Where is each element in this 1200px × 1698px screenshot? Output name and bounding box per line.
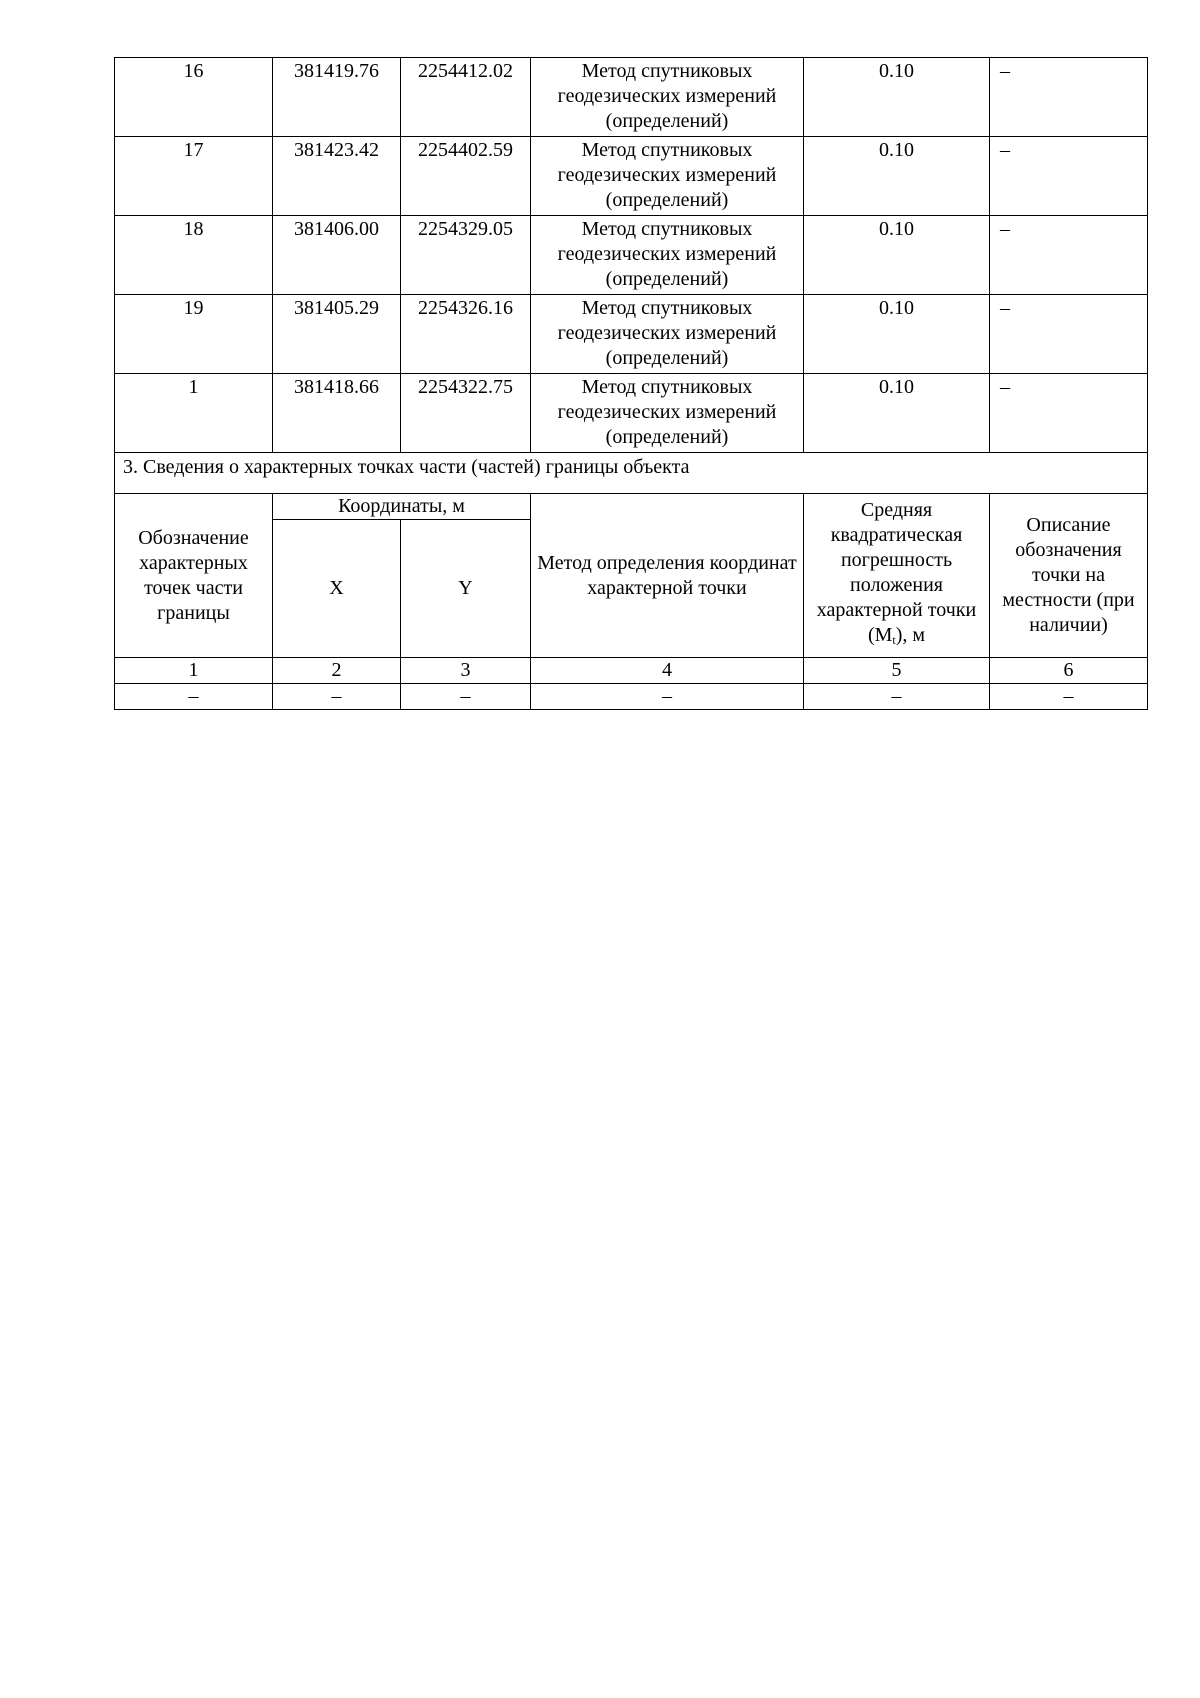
x-coordinate-cell: 381423.42: [273, 137, 401, 216]
empty-data-row: [115, 684, 1148, 710]
y-coordinate-cell: 2254402.59: [401, 137, 531, 216]
empty-cell: –: [115, 684, 273, 710]
y-coordinate-cell: 2254329.05: [401, 216, 531, 295]
empty-cell: –: [990, 684, 1148, 710]
accuracy-cell: 0.10: [804, 137, 990, 216]
accuracy-cell: 0.10: [804, 374, 990, 453]
method-cell: Метод спутниковых геодезических измерений (определений): [531, 216, 804, 295]
empty-cell: –: [804, 684, 990, 710]
method-cell: Метод спутниковых геодезических измерений (определений): [531, 374, 804, 453]
point-number-cell: 1: [115, 374, 273, 453]
point-number-cell: 18: [115, 216, 273, 295]
section-3-title: 3. Сведения о характерных точках части (частей) границы объекта: [115, 453, 1148, 494]
description-cell: –: [990, 216, 1148, 295]
table-row: [115, 137, 1148, 216]
x-coordinate-cell: 381419.76: [273, 58, 401, 137]
method-cell: Метод спутниковых геодезических измерений (определений): [531, 295, 804, 374]
description-cell: –: [990, 137, 1148, 216]
header-method: Метод определения координат характерной точки: [531, 494, 804, 658]
x-coordinate-cell: 381418.66: [273, 374, 401, 453]
empty-cell: –: [273, 684, 401, 710]
column-number: 5: [804, 658, 990, 684]
description-cell: –: [990, 295, 1148, 374]
point-number-cell: 16: [115, 58, 273, 137]
x-coordinate-cell: 381405.29: [273, 295, 401, 374]
header-designation: Обозначение характерных точек части границы: [115, 494, 273, 658]
column-numbers-row: [115, 658, 1148, 684]
description-cell: –: [990, 374, 1148, 453]
header-coordinates: Координаты, м: [273, 494, 531, 520]
table-row: [115, 374, 1148, 453]
description-cell: –: [990, 58, 1148, 137]
column-number: 1: [115, 658, 273, 684]
empty-cell: –: [531, 684, 804, 710]
header-accuracy-tail: ), м: [895, 624, 926, 646]
header-y: Y: [401, 520, 531, 658]
header-accuracy-subscript: t: [892, 633, 896, 647]
empty-cell: –: [401, 684, 531, 710]
data-rows: [115, 58, 1148, 453]
column-number: 6: [990, 658, 1148, 684]
point-number-cell: 19: [115, 295, 273, 374]
column-number: 3: [401, 658, 531, 684]
accuracy-cell: 0.10: [804, 295, 990, 374]
y-coordinate-cell: 2254326.16: [401, 295, 531, 374]
boundary-points-table: [114, 57, 1148, 710]
accuracy-cell: 0.10: [804, 216, 990, 295]
header-accuracy-main: Средняя квадратическая погрешность положения характерной точки (M: [816, 499, 977, 646]
header-x: X: [273, 520, 401, 658]
table-row: [115, 295, 1148, 374]
column-number: 4: [531, 658, 804, 684]
method-cell: Метод спутниковых геодезических измерений (определений): [531, 58, 804, 137]
y-coordinate-cell: 2254322.75: [401, 374, 531, 453]
point-number-cell: 17: [115, 137, 273, 216]
accuracy-cell: 0.10: [804, 58, 990, 137]
table-row: [115, 58, 1148, 137]
table-row: [115, 216, 1148, 295]
column-number: 2: [273, 658, 401, 684]
y-coordinate-cell: 2254412.02: [401, 58, 531, 137]
method-cell: Метод спутниковых геодезических измерений (определений): [531, 137, 804, 216]
header-description: Описание обозначения точки на местности (при наличии): [990, 494, 1148, 658]
x-coordinate-cell: 381406.00: [273, 216, 401, 295]
header-accuracy: [804, 494, 990, 658]
